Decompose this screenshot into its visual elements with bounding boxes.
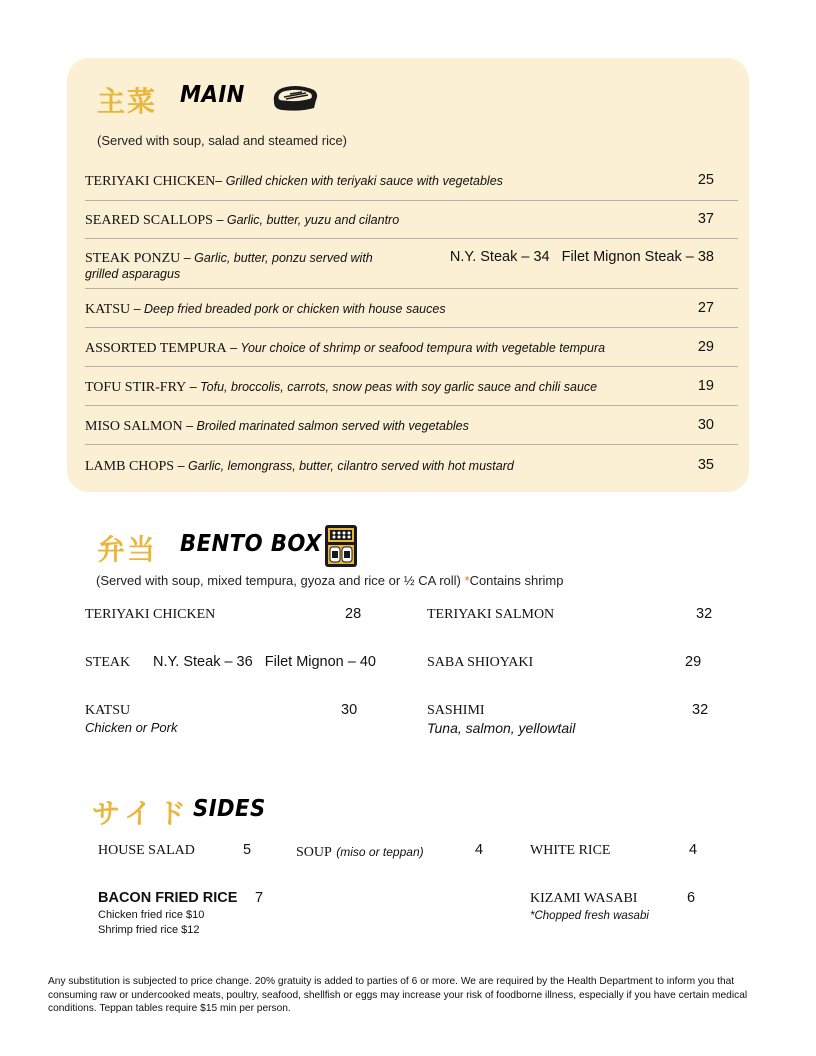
bento-box-icon — [324, 524, 358, 573]
menu-item — [85, 162, 738, 201]
side-item-sub: Shrimp fried rice $12 — [98, 924, 200, 936]
item-price: 25 — [697, 172, 714, 188]
side-item-sub: *Chopped fresh wasabi — [530, 910, 649, 922]
bento-item-sub: Chicken or Pork — [85, 720, 178, 735]
item-desc: – Garlic, butter, yuzu and cilantro — [212, 213, 400, 227]
bento-note-text: (Served with soup, mixed tempura, gyoza and rice or ½ CA roll) — [96, 573, 465, 588]
item-desc: – Tofu, broccolis, carrots, snow peas with soy garlic sauce and chili sauce — [186, 380, 598, 394]
side-item-name: KIZAMI WASABI — [530, 891, 638, 906]
bento-item-price: 32 — [692, 702, 709, 718]
item-price: 27 — [697, 300, 714, 316]
main-section — [67, 58, 749, 492]
side-item — [296, 843, 424, 861]
item-price: 19 — [697, 378, 714, 394]
bento-item-price: 28 — [345, 606, 362, 622]
side-item-price: 7 — [255, 890, 264, 906]
side-item-sub: (miso or teppan) — [336, 845, 424, 859]
bento-item-name: KATSU — [85, 703, 131, 718]
side-item-name: SOUP — [296, 845, 332, 860]
item-name: TOFU STIR-FRY — [85, 380, 187, 395]
sides-kanji: サイド — [92, 797, 193, 830]
item-name: KATSU — [85, 302, 131, 317]
main-note: (Served with soup, salad and steamed rice) — [97, 133, 348, 148]
bento-item-price: 30 — [341, 702, 358, 718]
main-title: MAIN — [180, 82, 245, 108]
item-desc: – Broiled marinated salmon served with vegetables — [182, 419, 469, 433]
bento-kanji: 弁当 — [97, 533, 158, 566]
side-item-name: WHITE RICE — [530, 843, 611, 858]
side-item-price: 6 — [687, 890, 696, 906]
side-item-name: HOUSE SALAD — [98, 843, 195, 858]
item-desc: – Grilled chicken with teriyaki sauce with vegetables — [215, 174, 503, 188]
item-name: SEARED SCALLOPS — [85, 213, 213, 228]
item-price: 35 — [697, 457, 714, 473]
bento-note — [96, 573, 564, 588]
menu-item — [85, 367, 738, 406]
menu-item — [85, 239, 738, 289]
bento-item-name: SABA SHIOYAKI — [427, 655, 534, 670]
bento-item-options: N.Y. Steak – 36 Filet Mignon – 40 — [153, 654, 377, 670]
item-desc-2: grilled asparagus — [85, 267, 181, 281]
item-name: ASSORTED TEMPURA — [85, 341, 227, 356]
bento-item-name: TERIYAKI CHICKEN — [85, 607, 216, 622]
menu-item — [85, 406, 738, 445]
side-item-price: 5 — [243, 842, 252, 858]
bento-title: BENTO BOX — [180, 531, 322, 557]
item-price: 37 — [697, 211, 714, 227]
item-price: 30 — [697, 417, 714, 433]
side-item-price: 4 — [689, 842, 698, 858]
item-desc: – Deep fried breaded pork or chicken with house sauces — [130, 302, 446, 316]
bento-item-price: 29 — [685, 654, 702, 670]
menu-item — [85, 445, 738, 483]
side-item-name: BACON FRIED RICE — [98, 890, 238, 906]
menu-item — [85, 201, 738, 239]
bento-note-asterisk: * — [464, 573, 470, 588]
menu-item — [85, 289, 738, 328]
item-name: LAMB CHOPS — [85, 459, 175, 474]
side-item-sub: Chicken fried rice $10 — [98, 909, 205, 921]
bento-item-name: STEAK — [85, 655, 131, 670]
bento-item-sub: Tuna, salmon, yellowtail — [427, 720, 576, 736]
item-name: TERIYAKI CHICKEN — [85, 174, 216, 189]
item-price: N.Y. Steak – 34 Filet Mignon Steak – 38 — [449, 249, 714, 265]
item-desc: – Your choice of shrimp or seafood tempura with vegetable tempura — [226, 341, 606, 355]
bento-note-tail: Contains shrimp — [469, 573, 564, 588]
item-desc: – Garlic, butter, ponzu served with — [180, 251, 373, 265]
sides-title: SIDES — [193, 796, 266, 822]
bento-item-price: 32 — [696, 606, 713, 622]
steak-icon — [270, 82, 320, 119]
main-kanji: 主菜 — [97, 85, 158, 118]
item-name: STEAK PONZU — [85, 251, 181, 266]
bento-item-name: SASHIMI — [427, 703, 485, 718]
bento-item-name: TERIYAKI SALMON — [427, 607, 555, 622]
side-item-price: 4 — [475, 842, 484, 858]
item-price: 29 — [697, 339, 714, 355]
menu-item — [85, 328, 738, 367]
item-name: MISO SALMON — [85, 419, 183, 434]
item-desc: – Garlic, lemongrass, butter, cilantro served with hot mustard — [174, 459, 514, 473]
footer-disclaimer: Any substitution is subjected to price change. 20% gratuity is added to parties of 6 or more. We are required by the Health Department to inform you that consuming raw or undercooked meats, poultry, seafood, shellfish or eggs may increase your risk of foodborne illness, especially if you have certain medical conditions. Teppan tables require $15 min per person. — [48, 976, 748, 1014]
